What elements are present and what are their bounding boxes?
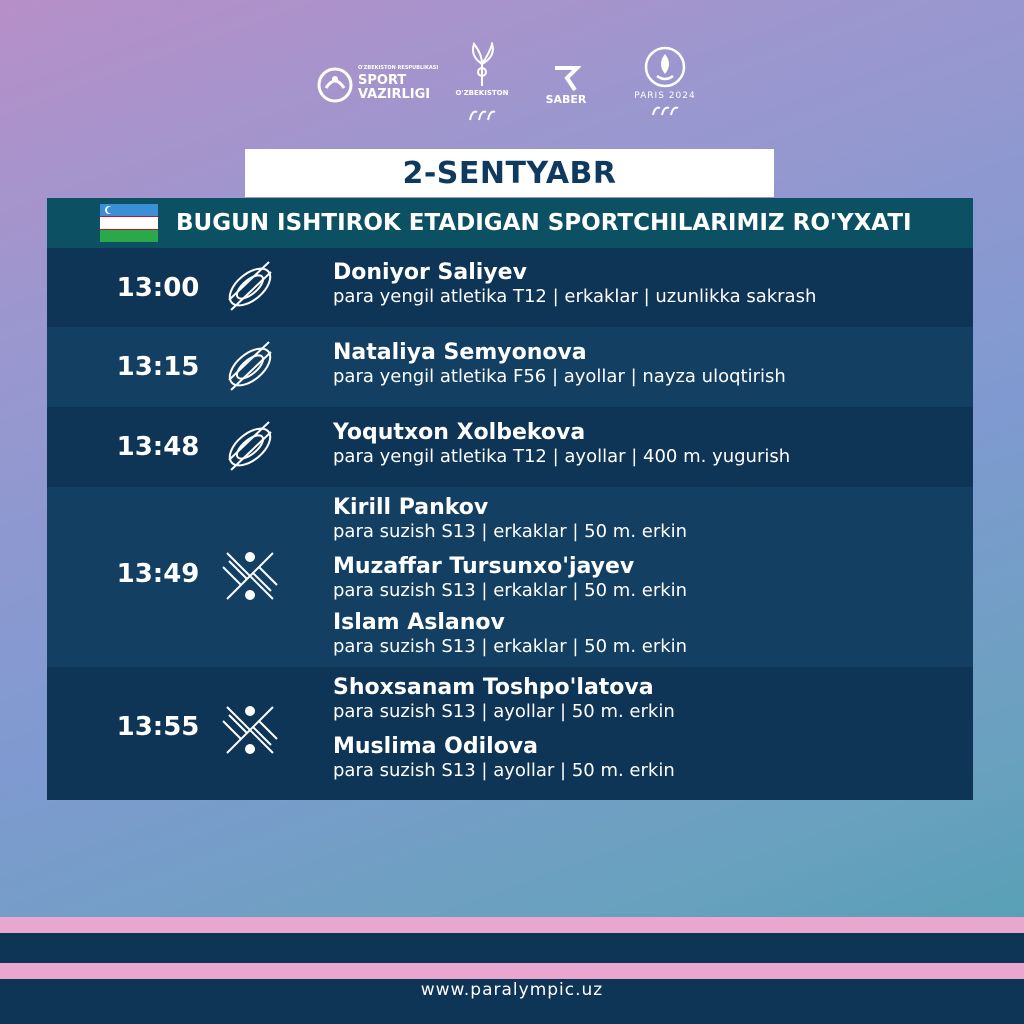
event-row	[47, 248, 973, 327]
schedule-header	[47, 198, 973, 248]
event-time: 13:15	[116, 352, 200, 382]
ministry-emblem-icon	[316, 66, 354, 104]
athlete-entry	[333, 610, 687, 658]
athlete-entry	[333, 340, 786, 388]
event-time: 13:49	[116, 559, 200, 589]
event-time: 13:55	[116, 712, 200, 742]
saber-mark-icon	[551, 64, 581, 92]
saber-text: SABER	[545, 93, 587, 106]
athlete-entry	[333, 495, 687, 543]
paris-flame-icon	[643, 46, 687, 88]
athlete-name: Nataliya Semyonova	[333, 340, 587, 365]
swimming-icon	[219, 545, 281, 607]
athlete-name: Muslima Odilova	[333, 734, 538, 759]
athlete-event: para yengil atletika T12 | erkaklar | uzunlikka sakrash	[333, 286, 817, 307]
athletics-icon	[219, 336, 281, 398]
athlete-name: Shoxsanam Toshpo'latova	[333, 675, 654, 700]
athlete-name: Islam Aslanov	[333, 610, 505, 635]
agitos-icon	[650, 104, 680, 118]
athlete-entry	[333, 260, 816, 308]
event-row	[47, 327, 973, 407]
athlete-name: Muzaffar Tursunxo'jayev	[333, 554, 635, 579]
athlete-event: para suzish S13 | erkaklar | 50 m. erkin	[333, 580, 688, 601]
athlete-event: para suzish S13 | erkaklar | 50 m. erkin	[333, 636, 688, 657]
athlete-event: para suzish S13 | erkaklar | 50 m. erkin	[333, 521, 688, 542]
decor-stripe	[0, 917, 1024, 933]
event-row	[47, 487, 973, 667]
athlete-entry	[333, 675, 675, 723]
athlete-event: para suzish S13 | ayollar | 50 m. erkin	[333, 701, 675, 722]
saber-logo	[535, 64, 597, 106]
schedule-header-title: BUGUN ISHTIROK ETADIGAN SPORTCHILARIMIZ RO'YXATI	[176, 210, 912, 236]
athlete-name: Doniyor Saliyev	[333, 260, 527, 285]
schedule-panel	[47, 198, 973, 800]
paris-text: PARIS 2024	[634, 91, 696, 101]
bird-emblem-icon	[464, 42, 500, 88]
athlete-name: Kirill Pankov	[333, 495, 489, 520]
athlete-event: para yengil atletika F56 | ayollar | nayza uloqtirish	[333, 366, 786, 387]
ministry-small-text: O'ZBEKISTON RESPUBLIKASI	[358, 65, 439, 71]
uzbekistan-flag-icon	[100, 204, 158, 242]
athlete-entry	[333, 554, 687, 602]
athletics-icon	[219, 416, 281, 478]
swimming-icon	[219, 699, 281, 761]
date-title: 2-SENTYABR	[245, 149, 774, 197]
athletics-icon	[219, 256, 281, 318]
event-time: 13:00	[116, 273, 200, 303]
athlete-name: Yoqutxon Xolbekova	[333, 420, 586, 445]
decor-stripe	[0, 933, 1024, 963]
footer-url: www.paralympic.uz	[420, 980, 604, 1000]
event-row	[47, 667, 973, 800]
athlete-entry	[333, 734, 675, 782]
paralympic-committee-logo	[455, 42, 509, 132]
sponsor-logos	[0, 40, 1024, 140]
athlete-event: para yengil atletika T12 | ayollar | 400 m. yugurish	[333, 446, 791, 467]
paris-2024-logo	[625, 46, 705, 126]
ministry-line1: SPORT	[358, 73, 407, 88]
athlete-event: para suzish S13 | ayollar | 50 m. erkin	[333, 760, 675, 781]
agitos-icon	[467, 108, 497, 124]
event-time: 13:48	[116, 432, 200, 462]
ministry-line2: VAZIRLIGI	[358, 87, 431, 102]
event-row	[47, 407, 973, 487]
athlete-entry	[333, 420, 790, 468]
sport-ministry-logo	[316, 65, 439, 106]
paralympic-committee-text: O'ZBEKISTON	[455, 89, 509, 97]
decor-stripe	[0, 963, 1024, 979]
